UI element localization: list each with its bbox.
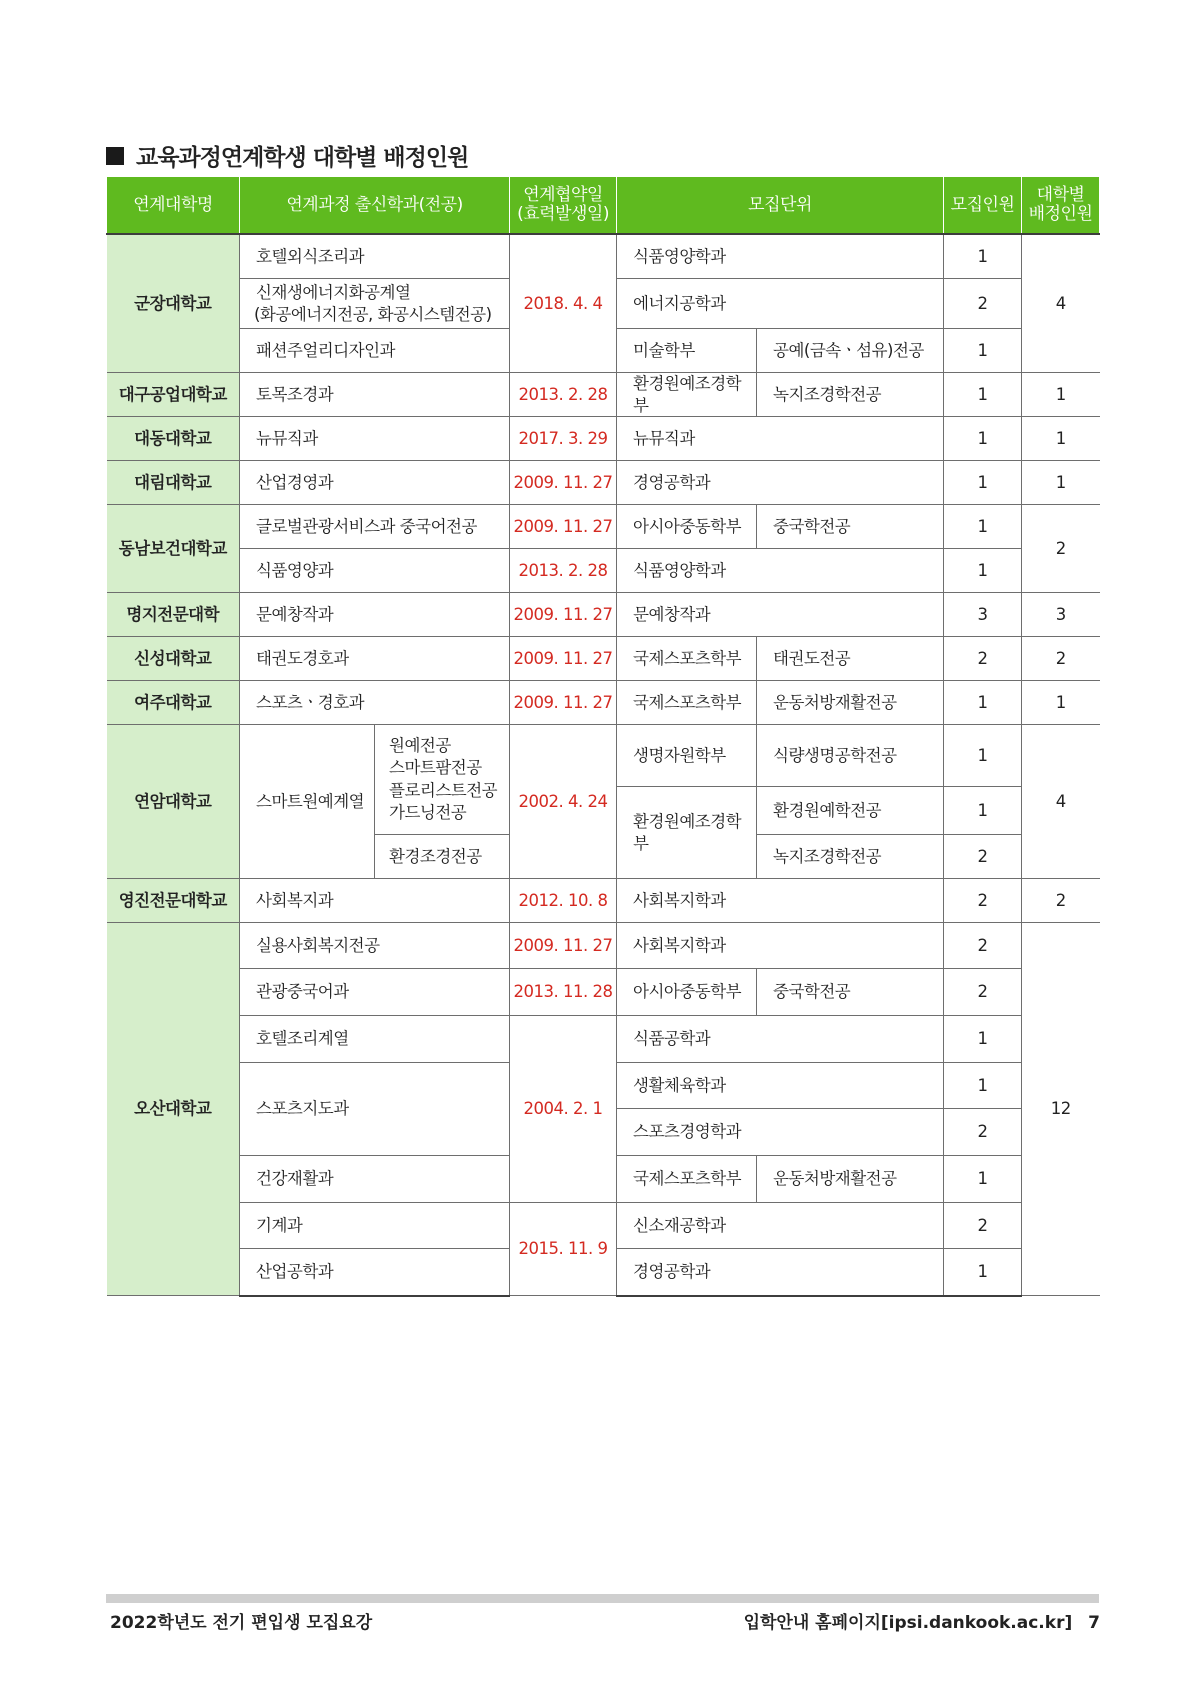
quota-cell: 1 xyxy=(944,417,1022,461)
agreement-date-cell: 2009. 11. 27 xyxy=(510,681,617,725)
agreement-date-cell: 2009. 11. 27 xyxy=(510,593,617,637)
unit-cell: 문예창작과 xyxy=(617,593,944,637)
unit-cell: 사회복지학과 xyxy=(617,923,944,969)
page-number: 7 xyxy=(1088,1613,1100,1633)
quota-cell: 2 xyxy=(944,879,1022,923)
section-title-text: 교육과정연계학생 대학별 배정인원 xyxy=(136,145,469,171)
sub-major-cell: 원예전공 스마트팜전공 플로리스트전공 가드닝전공 xyxy=(375,725,510,835)
allocation-cell: 1 xyxy=(1022,681,1100,725)
department-cell: 신재생에너지화공계열 (화공에너지전공, 화공시스템전공) xyxy=(240,279,510,329)
university-cell: 오산대학교 xyxy=(107,923,240,1296)
agreement-date-cell: 2017. 3. 29 xyxy=(510,417,617,461)
university-cell: 여주대학교 xyxy=(107,681,240,725)
agreement-date-cell: 2015. 11. 9 xyxy=(510,1203,617,1296)
quota-cell: 3 xyxy=(944,593,1022,637)
table-row xyxy=(107,969,1100,1016)
agreement-date-cell: 2009. 11. 27 xyxy=(510,637,617,681)
header-allocation: 대학별 배정인원 xyxy=(1022,177,1100,234)
unit-cell: 국제스포츠학부 xyxy=(617,1156,757,1203)
table-row xyxy=(107,593,1100,637)
unit-cell: 에너지공학과 xyxy=(617,279,944,329)
major-cell: 운동처방재활전공 xyxy=(757,681,944,725)
unit-cell: 경영공학과 xyxy=(617,461,944,505)
university-cell: 신성대학교 xyxy=(107,637,240,681)
department-cell: 토목조경과 xyxy=(240,373,510,417)
unit-cell: 신소재공학과 xyxy=(617,1203,944,1249)
quota-cell: 1 xyxy=(944,725,1022,787)
square-bullet-icon xyxy=(106,147,124,165)
major-cell: 녹지조경학전공 xyxy=(757,835,944,879)
unit-cell: 식품영양학과 xyxy=(617,234,944,279)
allocation-cell: 1 xyxy=(1022,461,1100,505)
header-university: 연계대학명 xyxy=(107,177,240,234)
university-cell: 영진전문대학교 xyxy=(107,879,240,923)
allocation-cell: 1 xyxy=(1022,417,1100,461)
department-cell: 태권도경호과 xyxy=(240,637,510,681)
quota-cell: 2 xyxy=(944,835,1022,879)
footer-right xyxy=(744,1608,1100,1633)
allocation-cell: 3 xyxy=(1022,593,1100,637)
header-department: 연계과정 출신학과(전공) xyxy=(240,177,510,234)
quota-cell: 1 xyxy=(944,505,1022,549)
major-cell: 녹지조경학전공 xyxy=(757,373,944,417)
unit-cell: 사회복지학과 xyxy=(617,879,944,923)
department-cell: 건강재활과 xyxy=(240,1156,510,1203)
footer-divider xyxy=(106,1594,1099,1603)
allocation-cell: 4 xyxy=(1022,234,1100,373)
university-cell: 대림대학교 xyxy=(107,461,240,505)
table-row xyxy=(107,879,1100,923)
agreement-date-cell: 2013. 2. 28 xyxy=(510,373,617,417)
unit-cell: 식품영양학과 xyxy=(617,549,944,593)
table-row xyxy=(107,1203,1100,1249)
unit-cell: 아시아중동학부 xyxy=(617,505,757,549)
agreement-date-cell: 2004. 2. 1 xyxy=(510,1016,617,1203)
major-cell: 공예(금속ㆍ섬유)전공 xyxy=(757,329,944,373)
allocation-cell: 4 xyxy=(1022,725,1100,879)
unit-cell: 생활체육학과 xyxy=(617,1063,944,1109)
department-cell: 스포츠ㆍ경호과 xyxy=(240,681,510,725)
unit-cell: 국제스포츠학부 xyxy=(617,637,757,681)
table-row xyxy=(107,681,1100,725)
quota-cell: 1 xyxy=(944,461,1022,505)
university-cell: 대구공업대학교 xyxy=(107,373,240,417)
table-row xyxy=(107,549,1100,593)
university-cell: 동남보건대학교 xyxy=(107,505,240,593)
department-cell: 식품영양과 xyxy=(240,549,510,593)
major-cell: 식량생명공학전공 xyxy=(757,725,944,787)
major-cell: 태권도전공 xyxy=(757,637,944,681)
footer-document-title: 2022학년도 전기 편입생 모집요강 xyxy=(110,1613,373,1633)
unit-cell: 미술학부 xyxy=(617,329,757,373)
quota-cell: 2 xyxy=(944,1109,1022,1156)
header-recruit-unit: 모집단위 xyxy=(617,177,944,234)
university-cell: 연암대학교 xyxy=(107,725,240,879)
department-cell: 패션주얼리디자인과 xyxy=(240,329,510,373)
allocation-cell: 1 xyxy=(1022,373,1100,417)
major-cell: 환경원예학전공 xyxy=(757,787,944,835)
university-cell: 명지전문대학 xyxy=(107,593,240,637)
table-row xyxy=(107,923,1100,969)
department-cell: 실용사회복지전공 xyxy=(240,923,510,969)
department-cell: 뉴뮤직과 xyxy=(240,417,510,461)
unit-cell: 식품공학과 xyxy=(617,1016,944,1063)
table-row xyxy=(107,505,1100,549)
quota-cell: 1 xyxy=(944,681,1022,725)
quota-cell: 1 xyxy=(944,329,1022,373)
header-quota: 모집인원 xyxy=(944,177,1022,234)
section-title xyxy=(106,139,468,172)
department-cell: 문예창작과 xyxy=(240,593,510,637)
major-cell: 중국학전공 xyxy=(757,505,944,549)
university-cell: 대동대학교 xyxy=(107,417,240,461)
sub-major-cell: 환경조경전공 xyxy=(375,835,510,879)
department-cell: 스마트원예계열 xyxy=(240,725,375,879)
table-row xyxy=(107,234,1100,279)
header-agreement-date: 연계협약일 (효력발생일) xyxy=(510,177,617,234)
quota-cell: 1 xyxy=(944,787,1022,835)
agreement-date-cell: 2009. 11. 27 xyxy=(510,505,617,549)
quota-cell: 1 xyxy=(944,1156,1022,1203)
department-cell: 글로벌관광서비스과 중국어전공 xyxy=(240,505,510,549)
allocation-table xyxy=(106,177,1100,1297)
allocation-cell: 2 xyxy=(1022,637,1100,681)
unit-cell: 국제스포츠학부 xyxy=(617,681,757,725)
quota-cell: 2 xyxy=(944,1203,1022,1249)
unit-cell: 생명자원학부 xyxy=(617,725,757,787)
department-cell: 산업공학과 xyxy=(240,1249,510,1296)
agreement-date-cell: 2013. 11. 28 xyxy=(510,969,617,1016)
quota-cell: 1 xyxy=(944,1249,1022,1296)
major-cell: 운동처방재활전공 xyxy=(757,1156,944,1203)
unit-cell: 경영공학과 xyxy=(617,1249,944,1296)
allocation-cell: 12 xyxy=(1022,923,1100,1296)
allocation-cell: 2 xyxy=(1022,879,1100,923)
agreement-date-cell: 2009. 11. 27 xyxy=(510,923,617,969)
agreement-date-cell: 2009. 11. 27 xyxy=(510,461,617,505)
department-cell: 스포츠지도과 xyxy=(240,1063,510,1156)
table-row xyxy=(107,725,1100,787)
quota-cell: 2 xyxy=(944,969,1022,1016)
agreement-date-cell: 2018. 4. 4 xyxy=(510,234,617,373)
table-row xyxy=(107,373,1100,417)
department-cell: 산업경영과 xyxy=(240,461,510,505)
table-row xyxy=(107,417,1100,461)
allocation-cell: 2 xyxy=(1022,505,1100,593)
unit-cell: 뉴뮤직과 xyxy=(617,417,944,461)
unit-cell: 스포츠경영학과 xyxy=(617,1109,944,1156)
footer-homepage: 입학안내 홈페이지[ipsi.dankook.ac.kr] xyxy=(743,1613,1073,1633)
agreement-date-cell: 2002. 4. 24 xyxy=(510,725,617,879)
quota-cell: 1 xyxy=(944,1016,1022,1063)
unit-cell: 아시아중동학부 xyxy=(617,969,757,1016)
quota-cell: 1 xyxy=(944,373,1022,417)
table-row xyxy=(107,461,1100,505)
quota-cell: 1 xyxy=(944,234,1022,279)
quota-cell: 2 xyxy=(944,923,1022,969)
department-cell: 기계과 xyxy=(240,1203,510,1249)
unit-cell: 환경원예조경학부 xyxy=(617,787,757,879)
quota-cell: 1 xyxy=(944,1063,1022,1109)
department-cell: 호텔조리계열 xyxy=(240,1016,510,1063)
quota-cell: 2 xyxy=(944,637,1022,681)
quota-cell: 2 xyxy=(944,279,1022,329)
department-cell: 호텔외식조리과 xyxy=(240,234,510,279)
table-header-row xyxy=(107,177,1100,234)
unit-cell: 환경원예조경학부 xyxy=(617,373,757,417)
major-cell: 중국학전공 xyxy=(757,969,944,1016)
department-cell: 관광중국어과 xyxy=(240,969,510,1016)
table-row xyxy=(107,637,1100,681)
agreement-date-cell: 2012. 10. 8 xyxy=(510,879,617,923)
agreement-date-cell: 2013. 2. 28 xyxy=(510,549,617,593)
university-cell: 군장대학교 xyxy=(107,234,240,373)
quota-cell: 1 xyxy=(944,549,1022,593)
department-cell: 사회복지과 xyxy=(240,879,510,923)
table-row xyxy=(107,1016,1100,1063)
